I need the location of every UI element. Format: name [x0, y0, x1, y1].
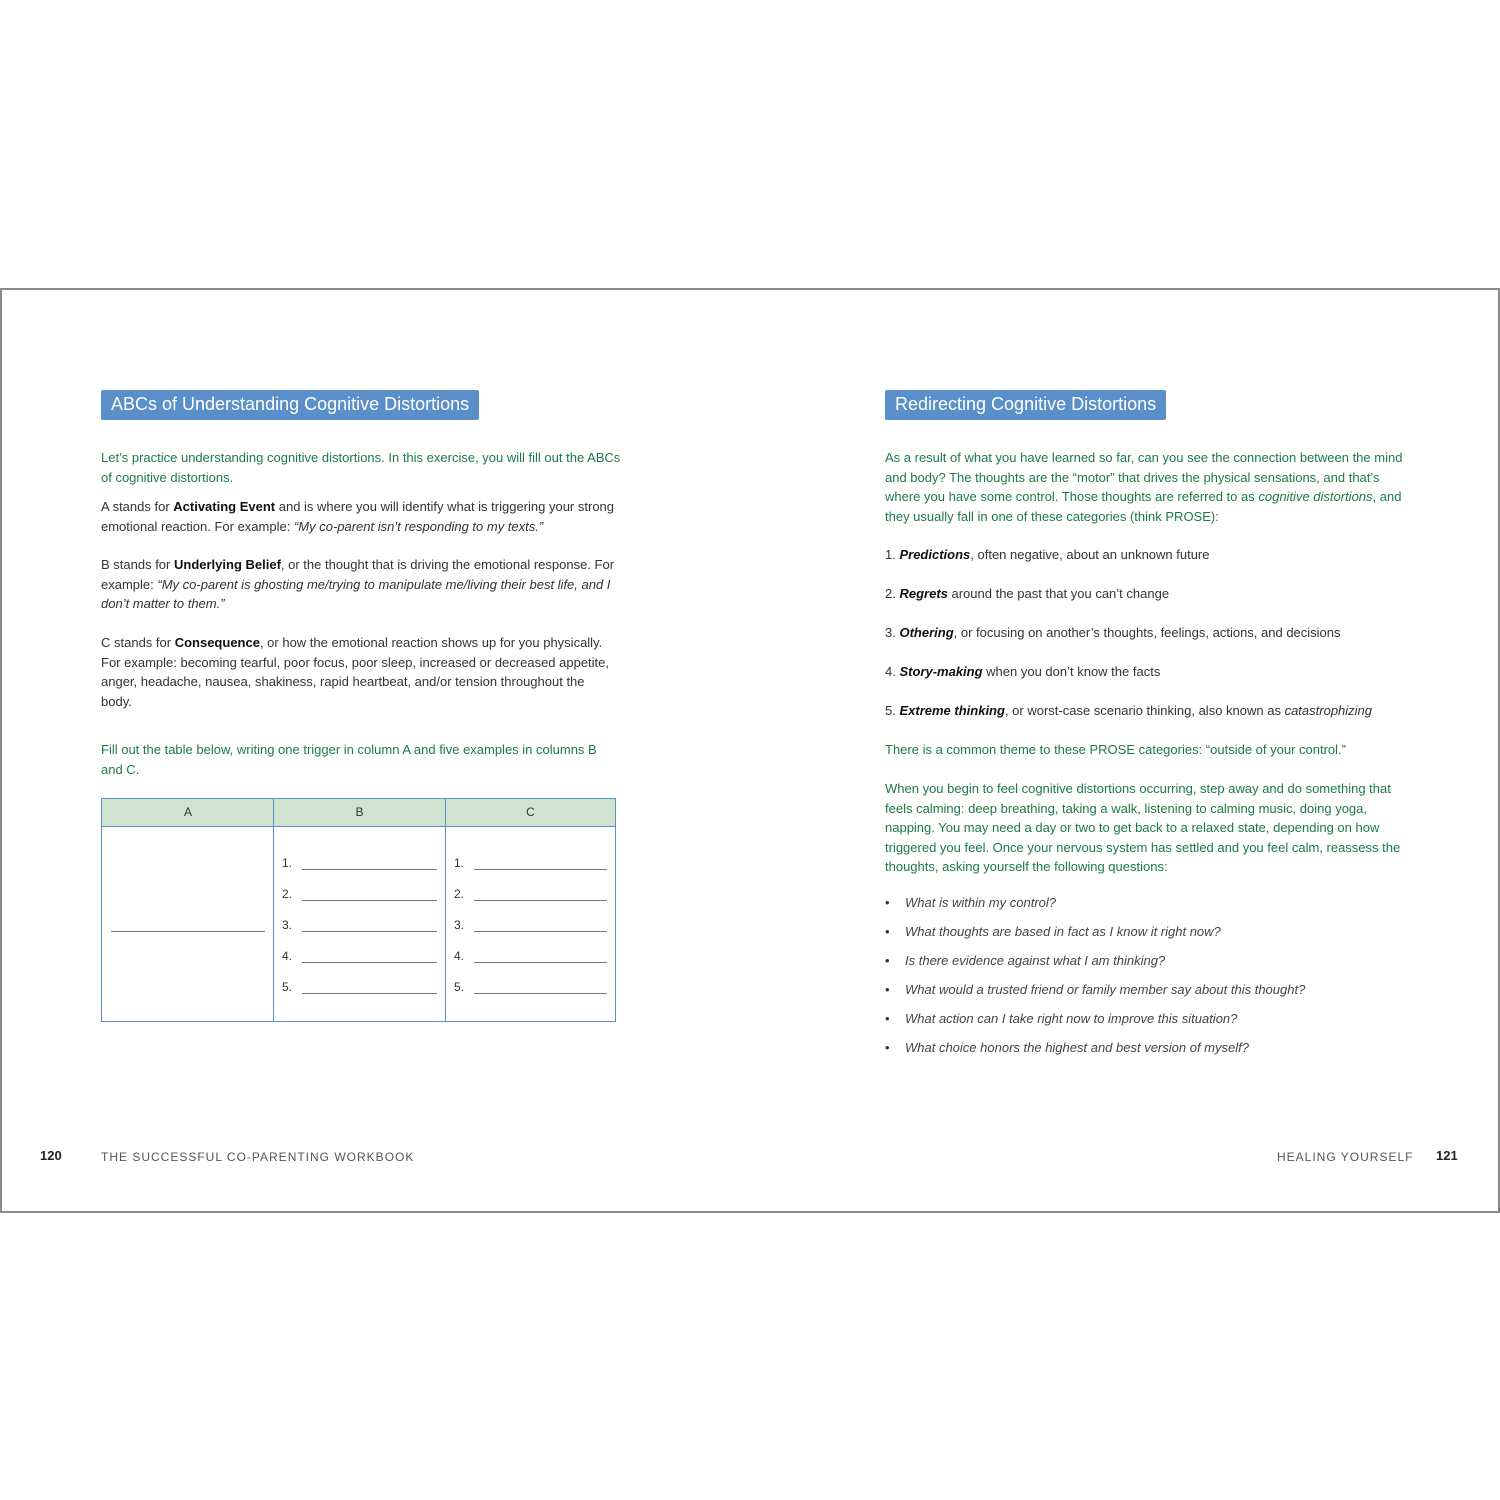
bullet-dot-icon: • — [885, 982, 890, 997]
bullet-dot-icon: • — [885, 1011, 890, 1026]
bullet-dot-icon: • — [885, 924, 890, 939]
c-term: Consequence — [174, 635, 260, 650]
prose-number: 4. — [885, 664, 896, 679]
prose-item-2 — [885, 584, 1169, 603]
question-3: Is there evidence against what I am thinking? — [905, 953, 1166, 968]
intro-italic: cognitive distortions — [1258, 489, 1373, 504]
table-instruction: Fill out the table below, writing one trigger in column A and five examples in columns B and C. — [101, 742, 597, 777]
prose-rest: when you don’t know the facts — [982, 664, 1161, 679]
bullet-dot-icon: • — [885, 953, 890, 968]
bullet-dot-icon: • — [885, 1040, 890, 1055]
column-b-label: B — [355, 805, 364, 819]
a-example: “My co-parent isn’t responding to my texts.” — [293, 518, 544, 534]
c-paragraph — [101, 633, 616, 711]
left-running-head: THE SUCCESSFUL CO-PARENTING WORKBOOK — [101, 1150, 415, 1164]
column-c-label: C — [526, 805, 535, 819]
column-c — [445, 799, 615, 1021]
prose-rest: , or focusing on another’s thoughts, feelings, actions, and decisions — [953, 625, 1341, 640]
left-intro: Let’s practice understanding cognitive distortions. In this exercise, you will fill out the ABCs of cognitive distortions. — [101, 450, 621, 485]
b-row-number: 4. — [282, 949, 293, 963]
right-running-head: HEALING YOURSELF — [1277, 1150, 1414, 1164]
right-page-number: 121 — [1436, 1148, 1458, 1163]
right-intro — [885, 448, 1410, 526]
left-heading: ABCs of Understanding Cognitive Distortions — [101, 390, 479, 420]
a-paragraph — [101, 497, 616, 536]
prose-term: Extreme thinking — [899, 703, 1005, 718]
intro-part-1: As a result of what you have learned so far, can you see the connection between the mind and body? The thoughts are the “motor” that drives the physical sensations, and that’s where you have some control. Those thoughts are referred to as — [885, 450, 1403, 504]
question-4: What would a trusted friend or family member say about this thought? — [905, 982, 1306, 997]
left-page-number: 120 — [40, 1148, 62, 1163]
a-prefix: A stands for — [101, 499, 174, 514]
prose-term: Predictions — [899, 547, 971, 562]
prose-item-5 — [885, 701, 1372, 720]
book-spread — [0, 288, 1500, 1213]
c-input-line-5[interactable] — [474, 993, 607, 994]
prose-item-3 — [885, 623, 1341, 642]
c-row-number: 5. — [454, 980, 465, 994]
c-input-line-1[interactable] — [474, 869, 607, 870]
prose-term: Othering — [899, 625, 954, 640]
abc-table — [101, 798, 616, 1022]
prose-number: 3. — [885, 625, 896, 640]
b-input-line-4[interactable] — [302, 962, 437, 963]
c-row-number: 3. — [454, 918, 465, 932]
b-input-line-1[interactable] — [302, 869, 437, 870]
b-row-number: 2. — [282, 887, 293, 901]
b-term: Underlying Belief — [173, 557, 281, 572]
prose-item-1 — [885, 545, 1210, 564]
prose-rest: , or worst-case scenario thinking, also known as — [1004, 703, 1285, 718]
c-row-number: 1. — [454, 856, 465, 870]
c-prefix: C stands for — [101, 635, 175, 650]
question-2: What thoughts are based in fact as I know it right now? — [905, 924, 1221, 939]
prose-number: 5. — [885, 703, 896, 718]
c-input-line-4[interactable] — [474, 962, 607, 963]
prose-theme: There is a common theme to these PROSE categories: “outside of your control.” — [885, 742, 1346, 757]
c-input-line-3[interactable] — [474, 931, 607, 932]
b-row-number: 1. — [282, 856, 293, 870]
a-term: Activating Event — [173, 499, 276, 514]
prose-term: Regrets — [899, 586, 948, 601]
b-input-line-2[interactable] — [302, 900, 437, 901]
bullet-dot-icon: • — [885, 895, 890, 910]
b-paragraph — [101, 555, 621, 614]
prose-number: 1. — [885, 547, 896, 562]
b-example: “My co-parent is ghosting me/trying to manipulate me/living their best life, and I don’t matter to them.” — [101, 576, 611, 611]
b-input-line-5[interactable] — [302, 993, 437, 994]
b-prefix: B stands for — [101, 557, 174, 572]
b-row-number: 5. — [282, 980, 293, 994]
calming-paragraph: When you begin to feel cognitive distortions occurring, step away and do something that feels calming: deep breathing, taking a walk, listening to calming music, doing yoga, napping. You may need a day or two to get back to a relaxed state, depending on how triggered you feel. Once your nervous system has settled and you feel calm, reassess the thoughts, asking yourself the following questions: — [885, 781, 1401, 874]
b-input-line-3[interactable] — [302, 931, 437, 932]
c-row-number: 4. — [454, 949, 465, 963]
trigger-input-line[interactable] — [111, 931, 265, 932]
b-row-number: 3. — [282, 918, 293, 932]
a-text: and is where you will identify what is triggering your strong emotional reaction. For example: — [101, 499, 615, 534]
prose-rest: around the past that you can’t change — [947, 586, 1170, 601]
c-input-line-2[interactable] — [474, 900, 607, 901]
c-row-number: 2. — [454, 887, 465, 901]
b-text: , or the thought that is driving the emotional response. For example: — [101, 557, 615, 592]
prose-item-4 — [885, 662, 1160, 681]
column-b — [273, 799, 445, 1021]
prose-rest: , often negative, about an unknown future — [970, 547, 1210, 562]
right-heading: Redirecting Cognitive Distortions — [885, 390, 1166, 420]
prose-italic-tail: catastrophizing — [1284, 703, 1373, 718]
question-6: What choice honors the highest and best version of myself? — [905, 1040, 1249, 1055]
column-a — [102, 799, 274, 1021]
prose-number: 2. — [885, 586, 896, 601]
question-5: What action can I take right now to improve this situation? — [905, 1011, 1238, 1026]
question-1: What is within my control? — [905, 895, 1056, 910]
prose-term: Story-making — [899, 664, 983, 679]
column-a-label: A — [183, 805, 192, 819]
c-text: , or how the emotional reaction shows up for you physically. For example: becoming tearful, poor focus, poor sleep, increased or decreased appetite, anger, headache, nausea, shakiness, rapid heartbeat, and/or tension throughout the body. — [101, 635, 610, 709]
intro-part-2: , and they usually fall in one of these categories (think PROSE): — [885, 489, 1402, 524]
